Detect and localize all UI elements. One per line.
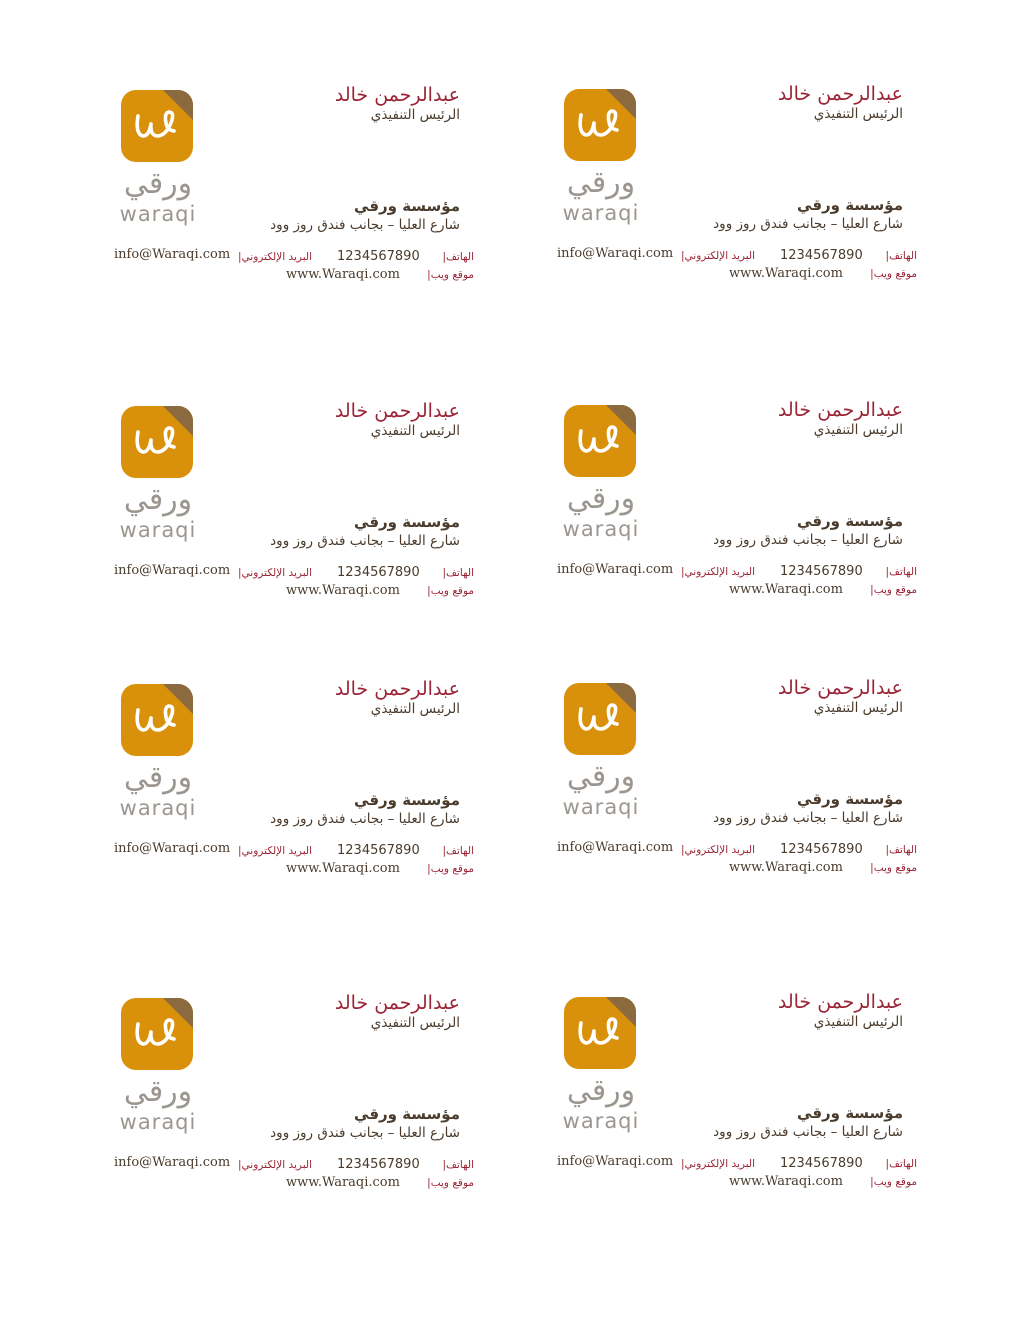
waraqi-logo-icon <box>564 89 636 161</box>
logo-text-arabic: ورقي <box>123 482 193 517</box>
phone-label: الهاتف| <box>885 250 917 262</box>
email-label: البريد الإلكتروني| <box>681 844 755 856</box>
email-label: البريد الإلكتروني| <box>238 1159 312 1171</box>
contact-name: عبدالرحمن خالد <box>334 992 460 1014</box>
business-card-8 <box>557 991 917 1205</box>
logo-text-english: waraqi <box>119 796 197 820</box>
job-title: الرئيس التنفيذي <box>370 107 460 123</box>
website-label: موقع ويب| <box>870 584 917 596</box>
phone-value: 1234567890 <box>780 564 863 579</box>
company-name: مؤسسة ورقي <box>797 196 903 214</box>
business-card-5 <box>114 678 474 892</box>
logo-text-english: waraqi <box>562 795 640 819</box>
logo-text-english: waraqi <box>119 518 197 542</box>
logo-text-arabic: ورقي <box>566 759 636 794</box>
company-address: شارع العليا – بجانب فندق روز وود <box>713 532 903 548</box>
business-card-4 <box>557 399 917 613</box>
phone-value: 1234567890 <box>337 1157 420 1172</box>
company-address: شارع العليا – بجانب فندق روز وود <box>270 217 460 233</box>
email-label: البريد الإلكتروني| <box>238 845 312 857</box>
contact-name: عبدالرحمن خالد <box>334 400 460 422</box>
website-value: www.Waraqi.com <box>286 1175 400 1190</box>
job-title: الرئيس التنفيذي <box>370 701 460 717</box>
company-name: مؤسسة ورقي <box>797 790 903 808</box>
email-value: info@Waraqi.com <box>557 246 674 261</box>
contact-name: عبدالرحمن خالد <box>777 399 903 421</box>
company-name: مؤسسة ورقي <box>354 1105 460 1123</box>
business-card-1 <box>114 84 474 298</box>
phone-value: 1234567890 <box>337 843 420 858</box>
company-name: مؤسسة ورقي <box>797 1104 903 1122</box>
email-label: البريد الإلكتروني| <box>238 251 312 263</box>
business-card-3 <box>114 400 474 614</box>
email-value: info@Waraqi.com <box>114 563 231 578</box>
email-value: info@Waraqi.com <box>557 562 674 577</box>
email-label: البريد الإلكتروني| <box>681 566 755 578</box>
phone-value: 1234567890 <box>780 248 863 263</box>
email-label: البريد الإلكتروني| <box>238 567 312 579</box>
website-value: www.Waraqi.com <box>729 266 843 281</box>
website-label: موقع ويب| <box>870 268 917 280</box>
logo-text-arabic: ورقي <box>123 166 193 201</box>
email-value: info@Waraqi.com <box>557 1154 674 1169</box>
company-name: مؤسسة ورقي <box>354 791 460 809</box>
email-label: البريد الإلكتروني| <box>681 250 755 262</box>
waraqi-logo-icon <box>564 997 636 1069</box>
website-label: موقع ويب| <box>427 269 474 281</box>
business-card-7 <box>114 992 474 1206</box>
company-name: مؤسسة ورقي <box>797 512 903 530</box>
phone-value: 1234567890 <box>780 1156 863 1171</box>
business-card-6 <box>557 677 917 891</box>
website-value: www.Waraqi.com <box>729 1174 843 1189</box>
logo-text-english: waraqi <box>119 1110 197 1134</box>
phone-label: الهاتف| <box>442 1159 474 1171</box>
website-label: موقع ويب| <box>870 1176 917 1188</box>
email-value: info@Waraqi.com <box>114 1155 231 1170</box>
phone-value: 1234567890 <box>337 249 420 264</box>
job-title: الرئيس التنفيذي <box>370 1015 460 1031</box>
job-title: الرئيس التنفيذي <box>813 422 903 438</box>
company-address: شارع العليا – بجانب فندق روز وود <box>270 811 460 827</box>
logo-text-arabic: ورقي <box>566 165 636 200</box>
logo-text-english: waraqi <box>562 201 640 225</box>
website-value: www.Waraqi.com <box>286 267 400 282</box>
phone-value: 1234567890 <box>780 842 863 857</box>
phone-value: 1234567890 <box>337 565 420 580</box>
phone-label: الهاتف| <box>442 567 474 579</box>
job-title: الرئيس التنفيذي <box>813 700 903 716</box>
logo-text-arabic: ورقي <box>566 481 636 516</box>
logo-text-english: waraqi <box>562 1109 640 1133</box>
email-value: info@Waraqi.com <box>114 247 231 262</box>
phone-label: الهاتف| <box>442 845 474 857</box>
contact-name: عبدالرحمن خالد <box>777 677 903 699</box>
logo-text-english: waraqi <box>562 517 640 541</box>
website-label: موقع ويب| <box>427 585 474 597</box>
waraqi-logo-icon <box>121 684 193 756</box>
phone-label: الهاتف| <box>885 844 917 856</box>
logo-text-english: waraqi <box>119 202 197 226</box>
phone-label: الهاتف| <box>442 251 474 263</box>
waraqi-logo-icon <box>121 998 193 1070</box>
company-address: شارع العليا – بجانب فندق روز وود <box>713 1124 903 1140</box>
job-title: الرئيس التنفيذي <box>370 423 460 439</box>
company-name: مؤسسة ورقي <box>354 197 460 215</box>
waraqi-logo-icon <box>121 90 193 162</box>
business-card-2 <box>557 83 917 297</box>
logo-text-arabic: ورقي <box>123 1074 193 1109</box>
website-label: موقع ويب| <box>427 863 474 875</box>
waraqi-logo-icon <box>564 405 636 477</box>
waraqi-logo-icon <box>121 406 193 478</box>
contact-name: عبدالرحمن خالد <box>777 83 903 105</box>
contact-name: عبدالرحمن خالد <box>334 678 460 700</box>
logo-text-arabic: ورقي <box>566 1073 636 1108</box>
website-label: موقع ويب| <box>427 1177 474 1189</box>
email-value: info@Waraqi.com <box>114 841 231 856</box>
company-address: شارع العليا – بجانب فندق روز وود <box>713 216 903 232</box>
company-address: شارع العليا – بجانب فندق روز وود <box>270 533 460 549</box>
website-value: www.Waraqi.com <box>729 582 843 597</box>
website-value: www.Waraqi.com <box>729 860 843 875</box>
email-label: البريد الإلكتروني| <box>681 1158 755 1170</box>
phone-label: الهاتف| <box>885 1158 917 1170</box>
logo-text-arabic: ورقي <box>123 760 193 795</box>
website-label: موقع ويب| <box>870 862 917 874</box>
website-value: www.Waraqi.com <box>286 861 400 876</box>
company-name: مؤسسة ورقي <box>354 513 460 531</box>
email-value: info@Waraqi.com <box>557 840 674 855</box>
website-value: www.Waraqi.com <box>286 583 400 598</box>
phone-label: الهاتف| <box>885 566 917 578</box>
job-title: الرئيس التنفيذي <box>813 106 903 122</box>
company-address: شارع العليا – بجانب فندق روز وود <box>713 810 903 826</box>
contact-name: عبدالرحمن خالد <box>334 84 460 106</box>
contact-name: عبدالرحمن خالد <box>777 991 903 1013</box>
job-title: الرئيس التنفيذي <box>813 1014 903 1030</box>
waraqi-logo-icon <box>564 683 636 755</box>
company-address: شارع العليا – بجانب فندق روز وود <box>270 1125 460 1141</box>
